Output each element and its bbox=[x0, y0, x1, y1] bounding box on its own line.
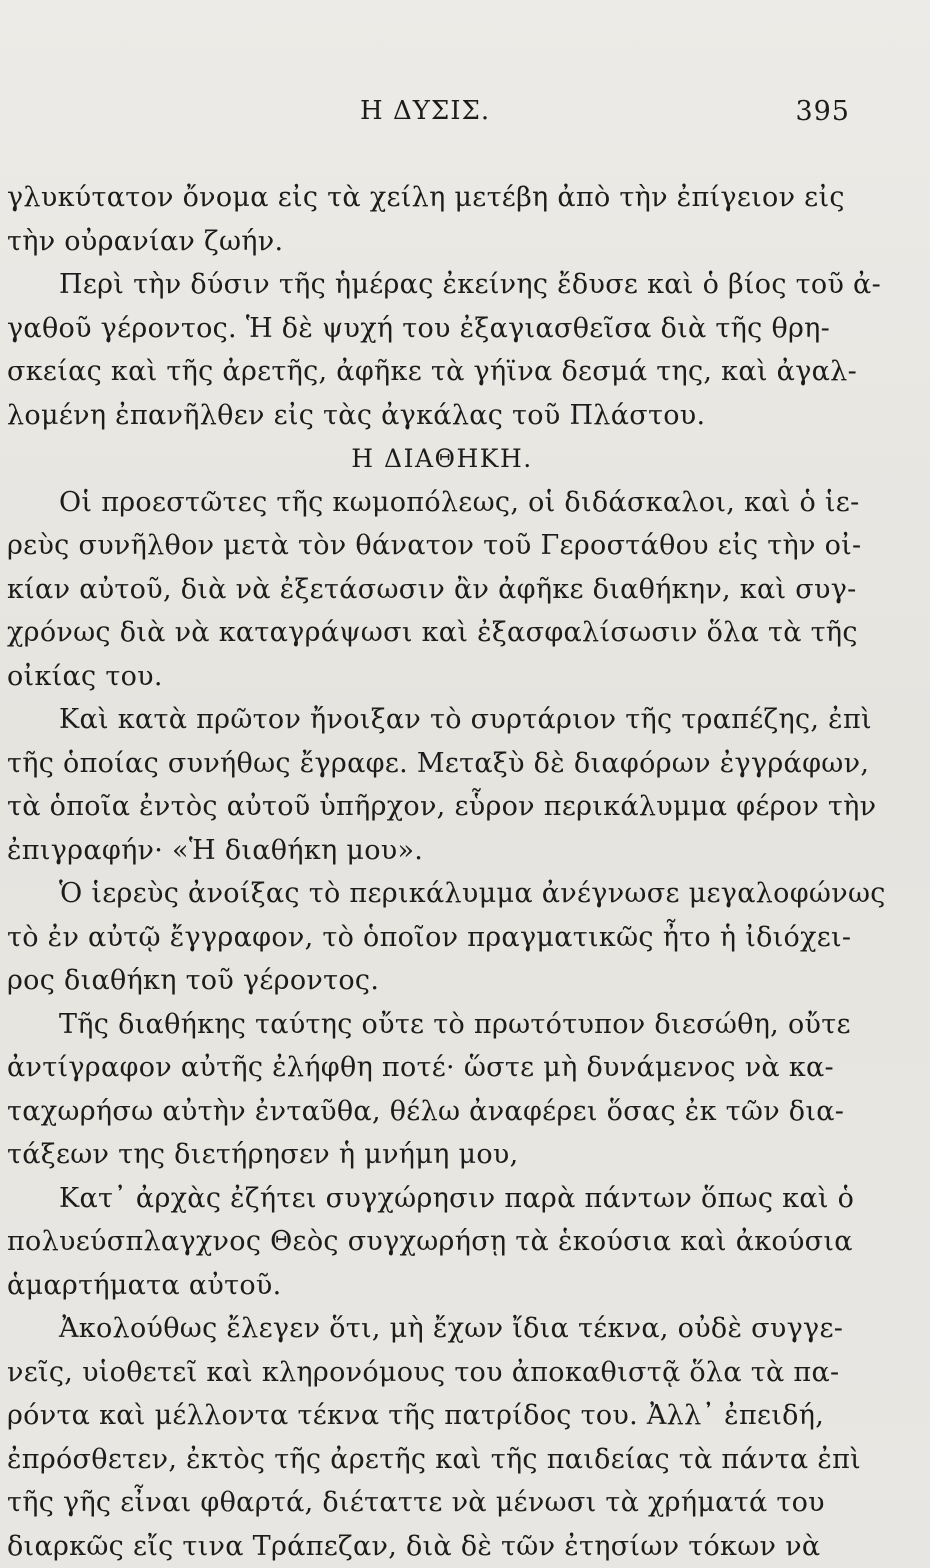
text-line: ἐπρόσθετεν, ἐκτὸς τῆς ἀρετῆς καὶ τῆς παιδείας τὰ πάντα ἐπὶ bbox=[7, 1438, 837, 1482]
text-line: χρόνως διὰ νὰ καταγράψωσι καὶ ἐξασφαλίσωσιν ὅλα τὰ τῆς bbox=[7, 611, 837, 655]
text-line: τῆς ὁποίας συνήθως ἔγραφε. Μεταξὺ δὲ διαφόρων ἐγγράφων, bbox=[7, 742, 837, 786]
text-line: ρος διαθήκη τοῦ γέροντος. bbox=[7, 959, 837, 1003]
text-line: τὴν οὐρανίαν ζωήν. bbox=[7, 220, 837, 264]
body-text bbox=[7, 176, 837, 1568]
text-line: ἀντίγραφον αὐτῆς ἐλήφθη ποτέ· ὥστε μὴ δυνάμενος νὰ κα- bbox=[7, 1046, 837, 1090]
text-line: Τῆς διαθήκης ταύτης οὔτε τὸ πρωτότυπον διεσώθη, οὔτε bbox=[7, 1003, 837, 1047]
text-line: ἐπιγραφήν· «Ἡ διαθήκη μου». bbox=[7, 829, 837, 873]
text-line: Κατ᾽ ἀρχὰς ἐζήτει συγχώρησιν παρὰ πάντων ὅπως καὶ ὁ bbox=[7, 1177, 837, 1221]
text-line: λομένη ἐπανῆλθεν εἰς τὰς ἀγκάλας τοῦ Πλάστου. bbox=[7, 394, 837, 438]
text-line: γαθοῦ γέροντος. Ἡ δὲ ψυχή του ἐξαγιασθεῖσα διὰ τῆς θρη- bbox=[7, 307, 837, 351]
text-line: Περὶ τὴν δύσιν τῆς ἡμέρας ἐκείνης ἔδυσε καὶ ὁ βίος τοῦ ἀ- bbox=[7, 263, 837, 307]
text-line: σκείας καὶ τῆς ἀρετῆς, ἀφῆκε τὰ γήϊνα δεσμά της, καὶ ἀγαλ- bbox=[7, 350, 837, 394]
section-title: Η ΔΙΑΘΗΚΗ. bbox=[7, 437, 837, 481]
text-line: ρεὺς συνῆλθον μετὰ τὸν θάνατον τοῦ Γεροστάθου εἰς τὴν οἰ- bbox=[7, 524, 837, 568]
text-line: οἰκίας του. bbox=[7, 655, 837, 699]
text-line: τάξεων της διετήρησεν ἡ μνήμη μου, bbox=[7, 1133, 837, 1177]
text-line: νεῖς, υἱοθετεῖ καὶ κληρονόμους του ἀποκαθιστᾷ ὅλα τὰ πα- bbox=[7, 1351, 837, 1395]
text-line: κίαν αὐτοῦ, διὰ νὰ ἐξετάσωσιν ἂν ἀφῆκε διαθήκην, καὶ συγ- bbox=[7, 568, 837, 612]
text-line: τῆς γῆς εἶναι φθαρτά, διέταττε νὰ μένωσι τὰ χρήματά του bbox=[7, 1481, 837, 1525]
text-line: ρόντα καὶ μέλλοντα τέκνα τῆς πατρίδος του. Ἀλλ᾽ ἐπειδή, bbox=[7, 1394, 837, 1438]
text-line: τὸ ἐν αὐτῷ ἔγγραφον, τὸ ὁποῖον πραγματικῶς ἦτο ἡ ἰδιόχει- bbox=[7, 916, 837, 960]
text-line: τὰ ὁποῖα ἐντὸς αὐτοῦ ὑπῆρχον, εὗρον περικάλυμμα φέρον τὴν bbox=[7, 785, 837, 829]
page-number: 395 bbox=[795, 96, 850, 127]
text-line: διαρκῶς εἴς τινα Τράπεζαν, διὰ δὲ τῶν ἐτησίων τόκων νὰ bbox=[7, 1525, 837, 1568]
running-head bbox=[0, 96, 930, 136]
text-line: Ἀκολούθως ἔλεγεν ὅτι, μὴ ἔχων ἴδια τέκνα, οὐδὲ συγγε- bbox=[7, 1307, 837, 1351]
text-line: Καὶ κατὰ πρῶτον ἤνοιξαν τὸ συρτάριον τῆς τραπέζης, ἐπὶ bbox=[7, 698, 837, 742]
text-line: Οἱ προεστῶτες τῆς κωμοπόλεως, οἱ διδάσκαλοι, καὶ ὁ ἱε- bbox=[7, 481, 837, 525]
running-title: Η ΔΥΣΙΣ. bbox=[360, 96, 490, 126]
text-line: ἁμαρτήματα αὐτοῦ. bbox=[7, 1264, 837, 1308]
text-line: γλυκύτατον ὄνομα εἰς τὰ χείλη μετέβη ἀπὸ τὴν ἐπίγειον εἰς bbox=[7, 176, 837, 220]
text-line: ταχωρήσω αὐτὴν ἐνταῦθα, θέλω ἀναφέρει ὅσας ἐκ τῶν δια- bbox=[7, 1090, 837, 1134]
text-line: πολυεύσπλαγχνος Θεὸς συγχωρήσῃ τὰ ἑκούσια καὶ ἀκούσια bbox=[7, 1220, 837, 1264]
text-line: Ὁ ἱερεὺς ἀνοίξας τὸ περικάλυμμα ἀνέγνωσε μεγαλοφώνως bbox=[7, 872, 837, 916]
